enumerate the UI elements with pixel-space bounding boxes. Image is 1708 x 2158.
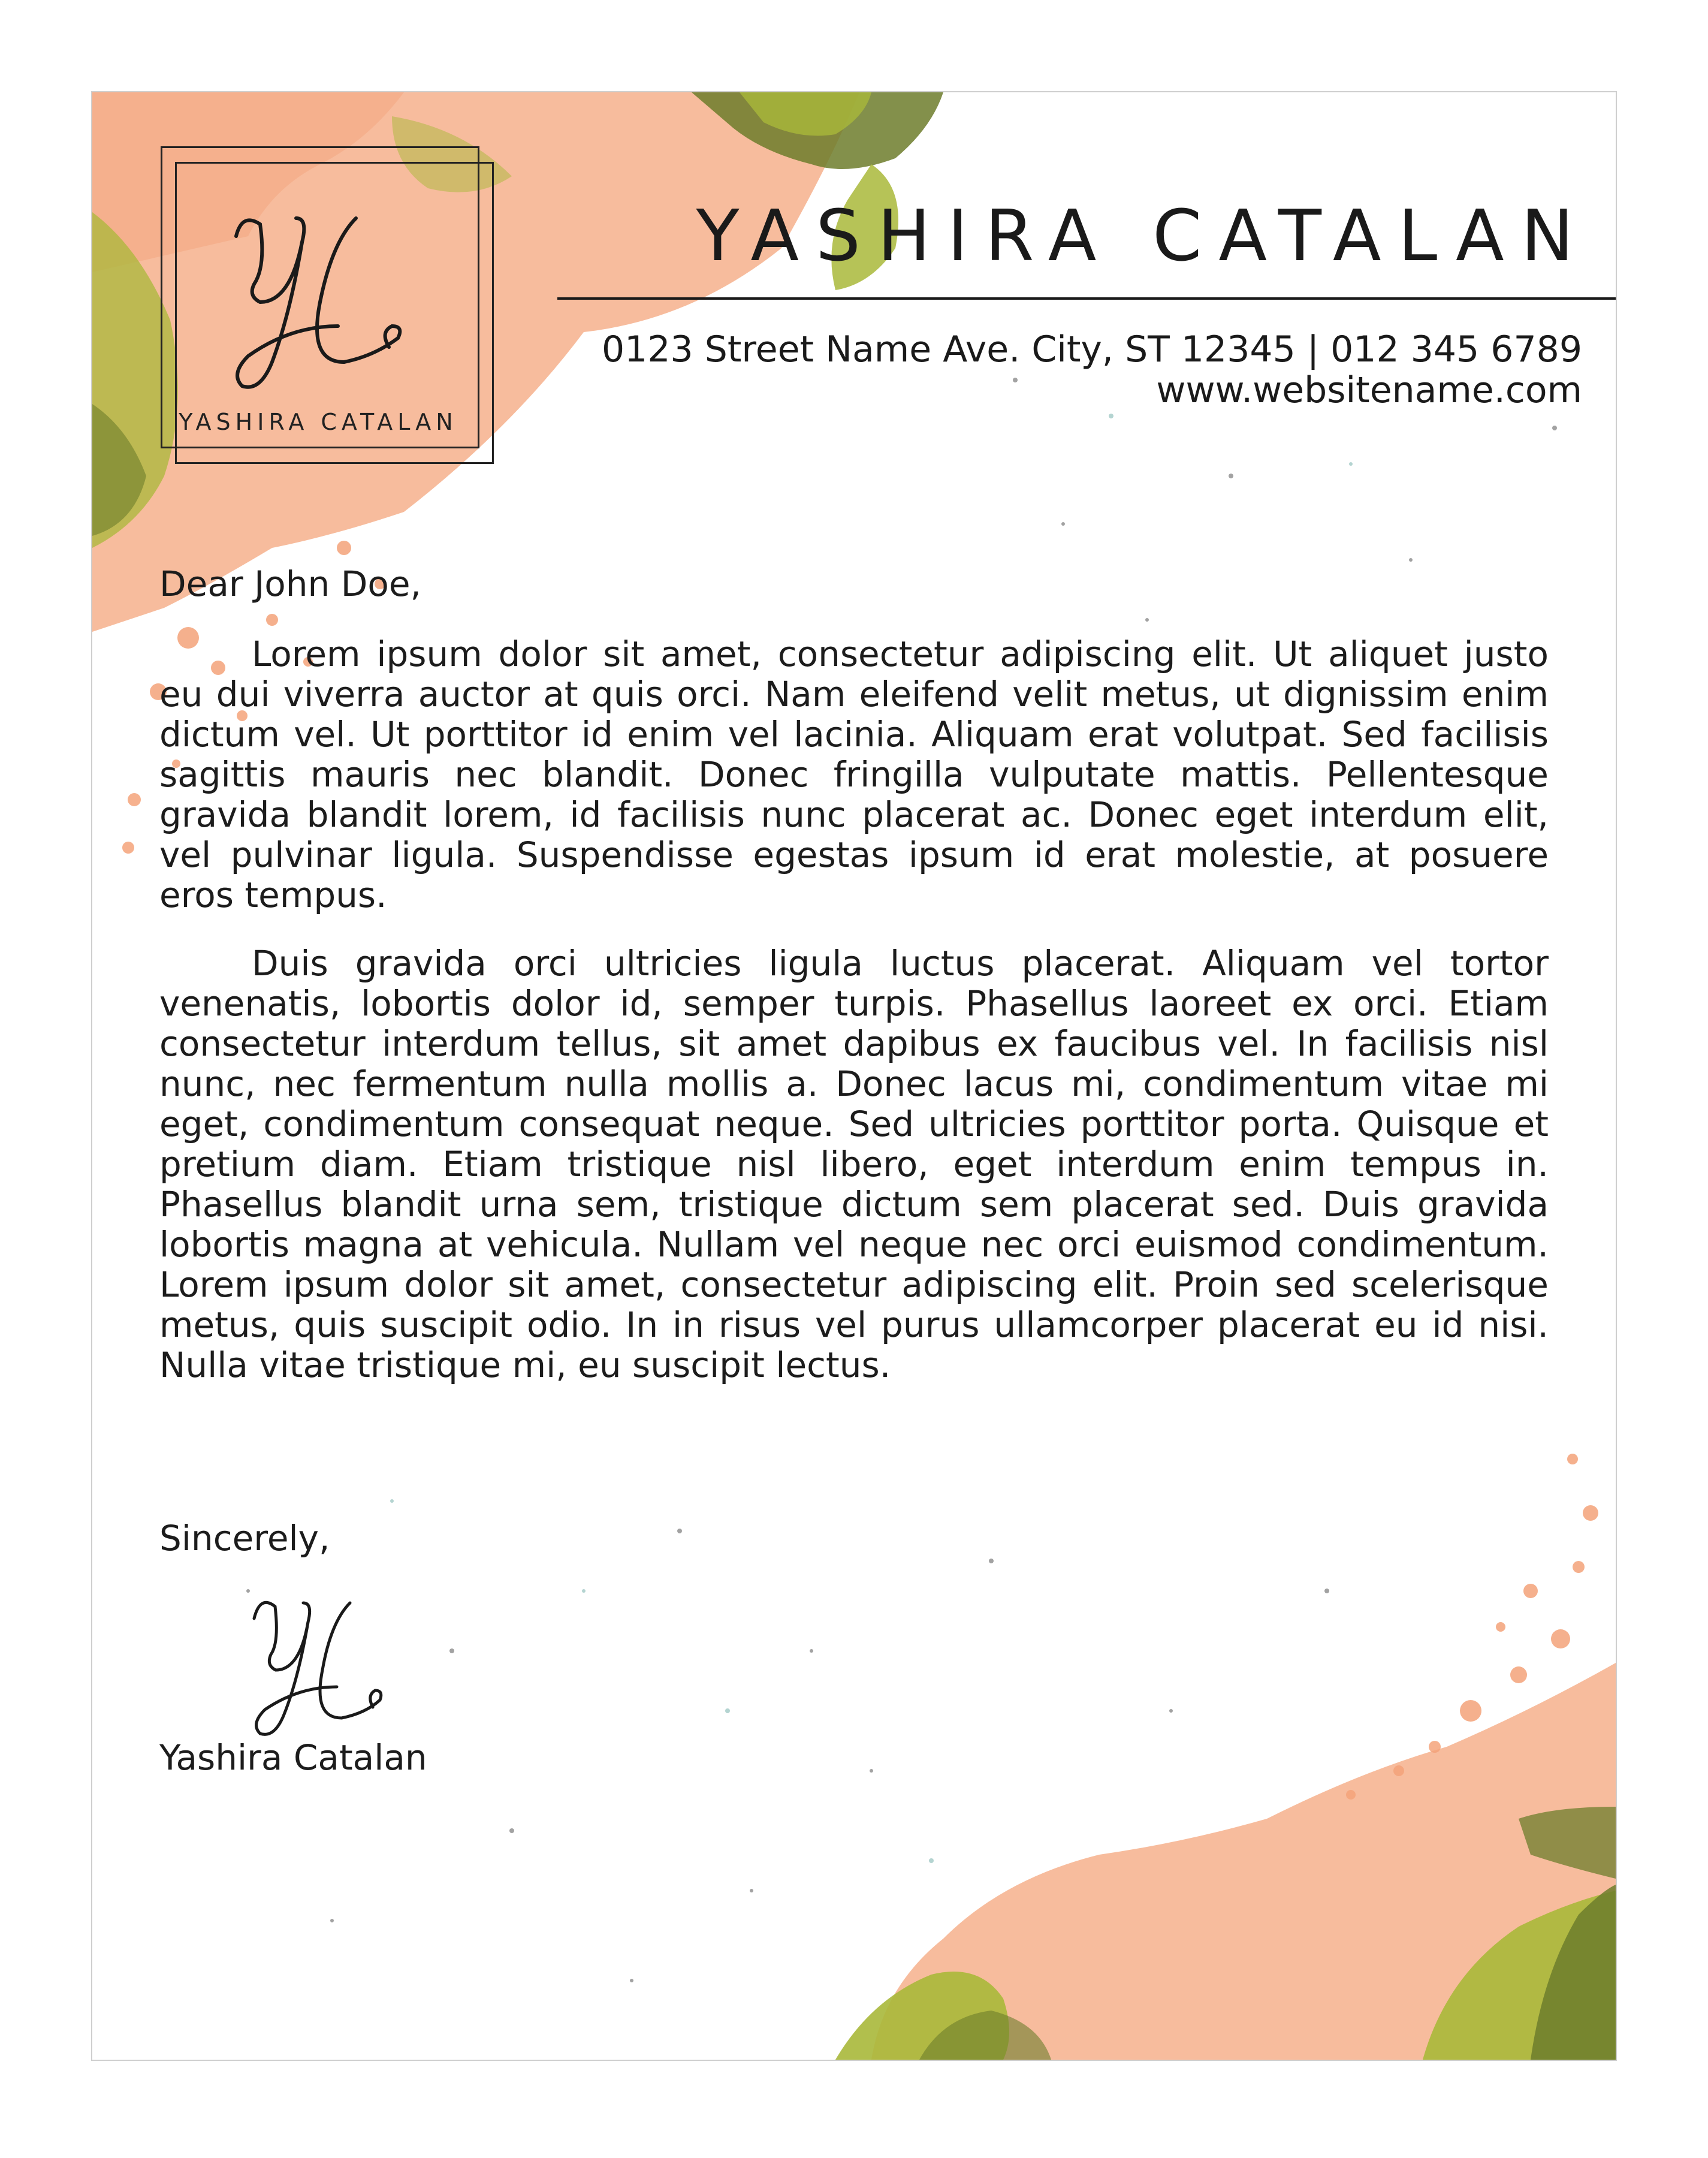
header-divider: [557, 297, 1616, 300]
body-paragraph-2: Duis gravida orci ultricies ligula luctus placerat. Aliquam vel tortor venenatis, lobortis dolor id, semper turpis. Phasellus laoreet ex orci. Etiam consectetur interdum tellus, sit amet dapibus ex faucibus vel. In facilisis nisl nunc, nec fermentum nulla mollis a. Donec lacus mi, condimentum vitae mi eget, condimentum consequat neque. Sed ultricies porttitor porta. Quisque et pretium diam. Etiam tristique nisl libero, eget interdum enim tempus in. Phasellus blandit urna sem, tristique dictum sem placerat sed. Duis gravida lobortis magna at vehicula. Nullam vel neque nec orci euismod condimentum. Lorem ipsum dolor sit amet, consectetur adipiscing elit. Proin sed scelerisque metus, quis suscipit odio. In in risus vel purus ullamcorper placerat eu id nisi. Nulla vitae tristique mi, eu suscipit lectus.: [159, 943, 1549, 1385]
contact-address: 0123 Street Name Ave. City, ST 12345 | 012 345 6789: [602, 328, 1582, 370]
signer-name: Yashira Catalan: [159, 1737, 427, 1778]
letterhead-page: [91, 91, 1617, 2061]
monogram-logo: [218, 182, 416, 410]
logo-name: YASHIRA CATALAN: [179, 409, 458, 435]
signature: [242, 1577, 386, 1744]
salutation: Dear John Doe,: [159, 563, 421, 604]
contact-website: www.websitename.com: [1156, 369, 1582, 411]
closing: Sincerely,: [159, 1518, 330, 1559]
body-paragraph-1: Lorem ipsum dolor sit amet, consectetur adipiscing elit. Ut aliquet justo eu dui viverra auctor at quis orci. Nam eleifend velit metus, ut dignissim enim dictum vel. Ut porttitor id enim vel lacinia. Aliquam erat volutpat. Sed facilisis sagittis mauris nec blandit. Donec fringilla vulputate mattis. Pellentesque gravida blandit lorem, id facilisis nunc placerat ac. Donec eget interdum elit, vel pulvinar ligula. Suspendisse egestas ipsum id erat molestie, at posuere eros tempus.: [159, 634, 1549, 915]
letterhead-name: YASHIRA CATALAN: [696, 194, 1591, 277]
